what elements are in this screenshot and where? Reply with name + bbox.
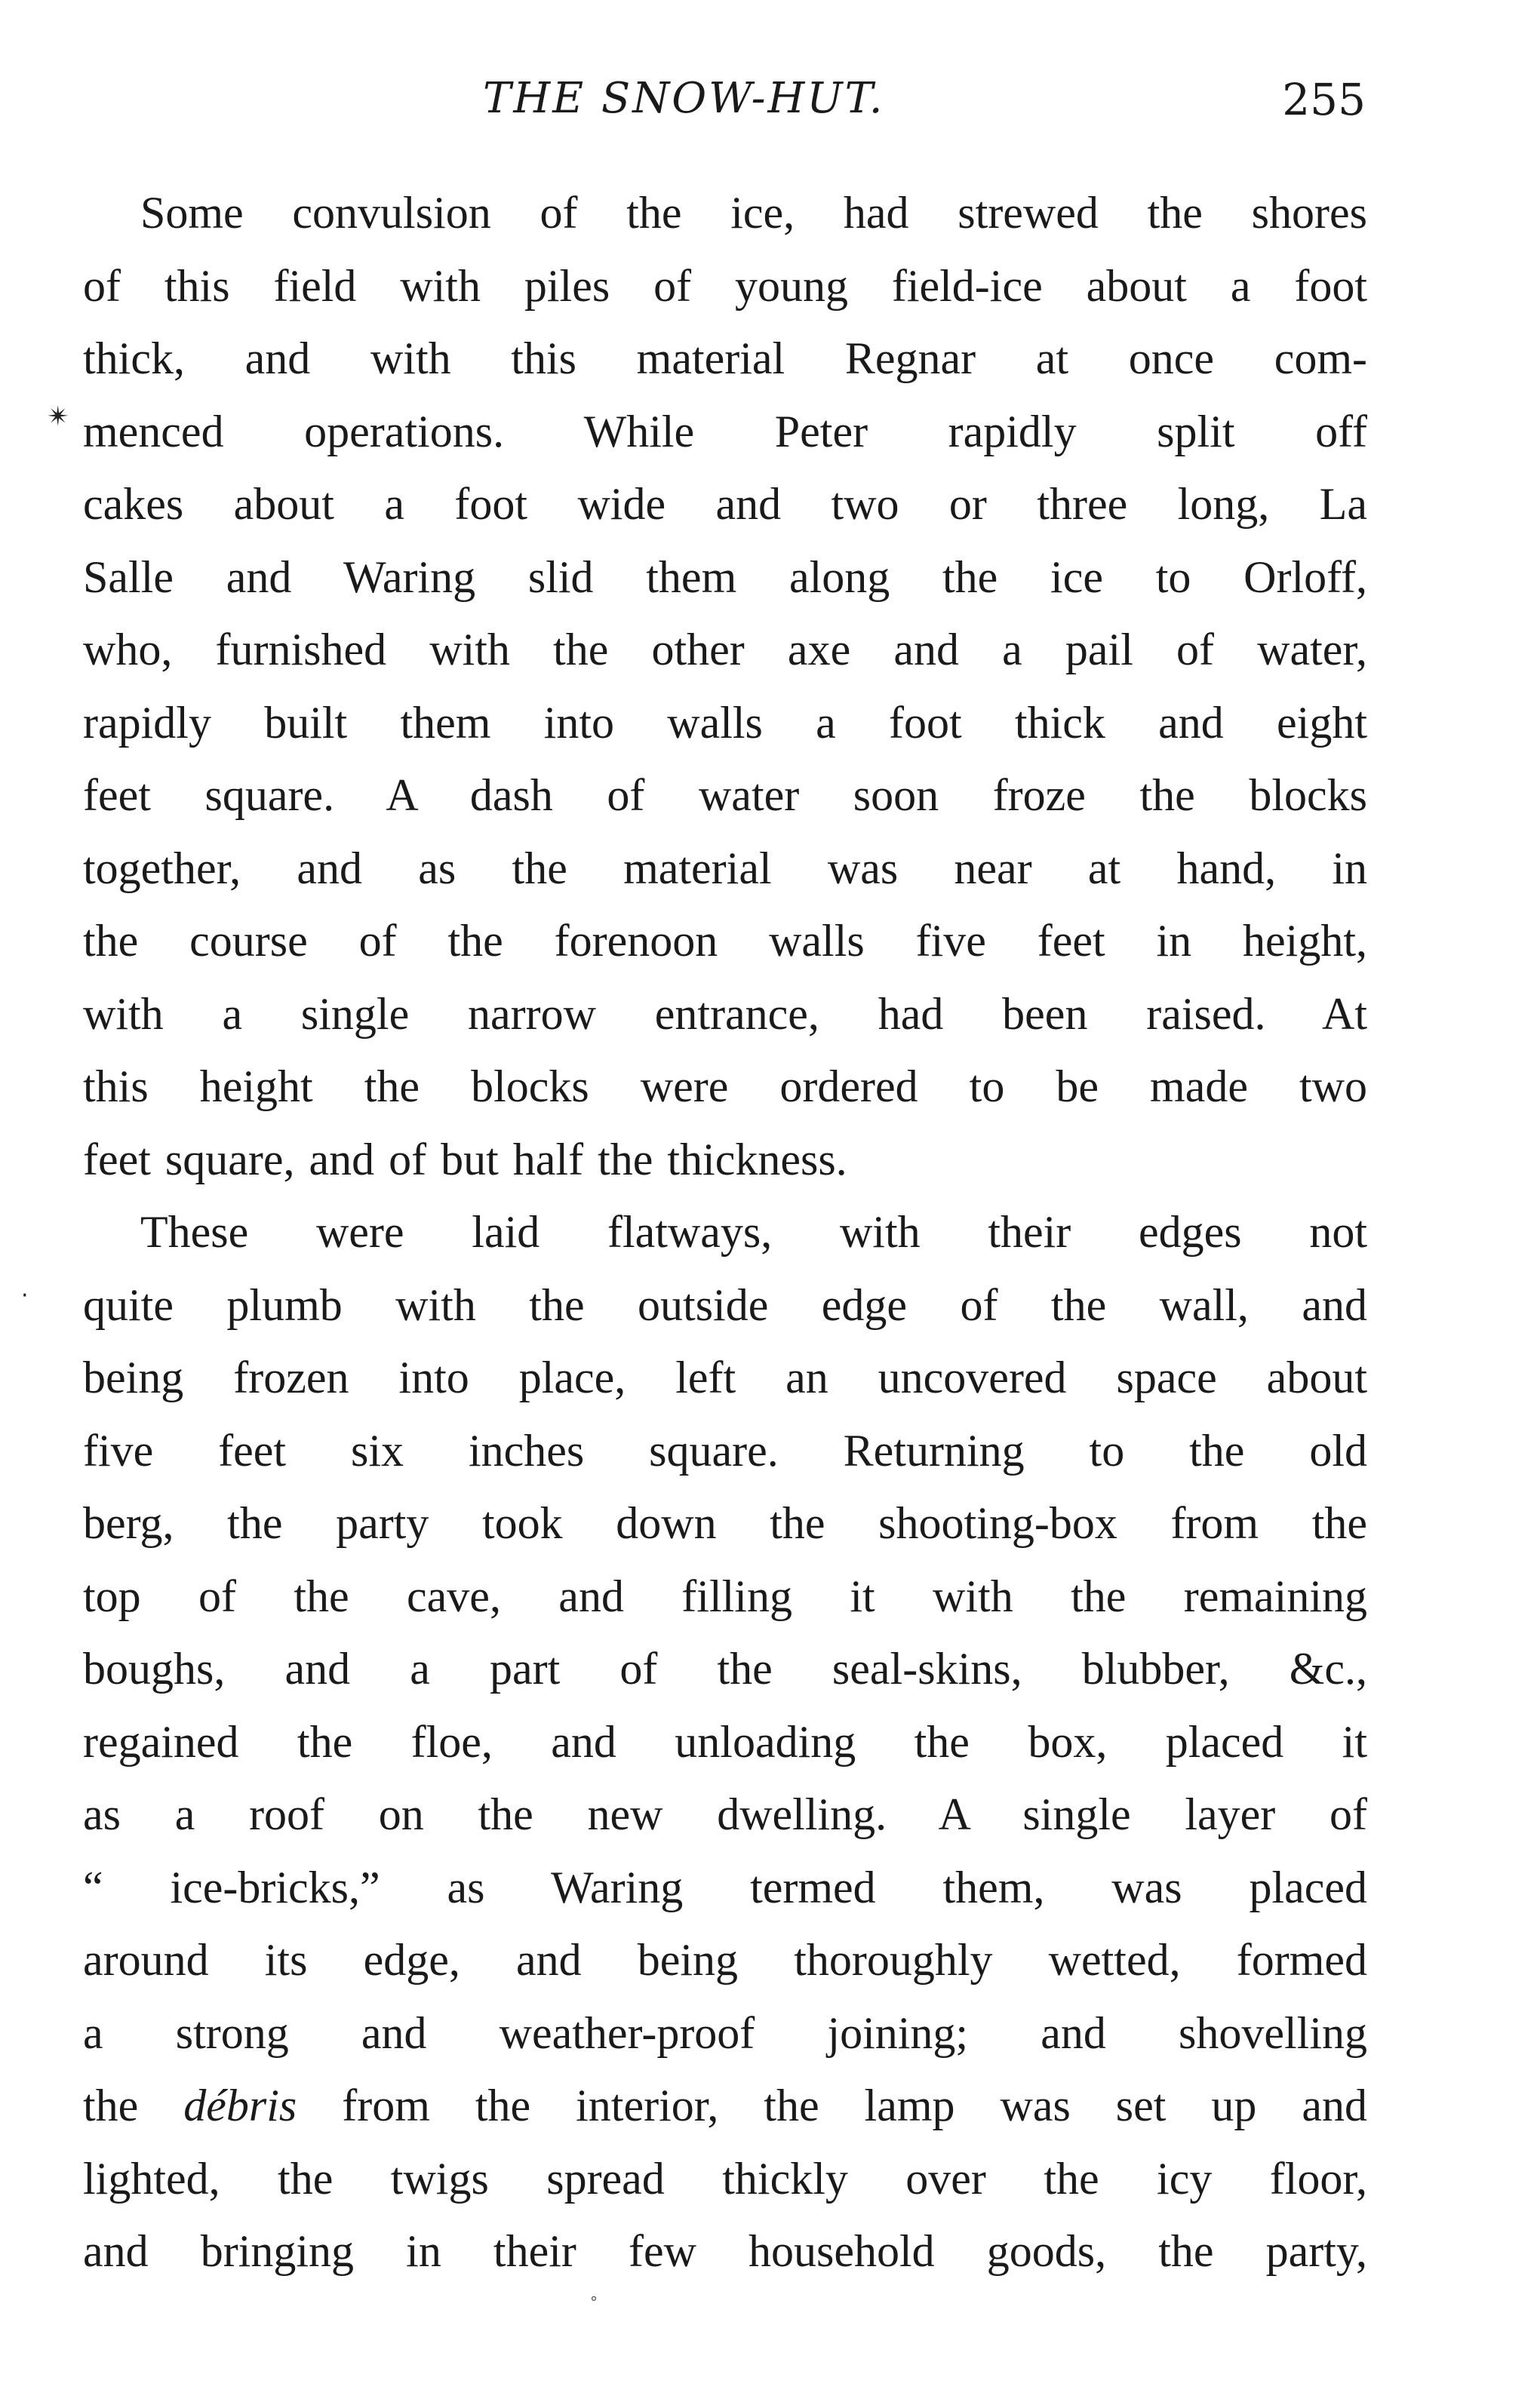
text-line: feet square. A dash of water soon froze the blocks xyxy=(83,770,1367,820)
text-line: menced operations. While Peter rapidly split off xyxy=(83,406,1367,456)
text-line: feet square, and of but half the thickness. xyxy=(83,1134,847,1184)
text-line: regained the floe, and unloading the box, placed it xyxy=(83,1716,1367,1767)
text-line: top of the cave, and filling it with the remaining xyxy=(83,1571,1367,1621)
text-line: Some convulsion of the ice, had strewed the shores xyxy=(140,188,1367,238)
running-head xyxy=(83,74,1366,134)
page-number: 255 xyxy=(1282,74,1366,125)
text-line: cakes about a foot wide and two or three long, La xyxy=(83,479,1367,529)
text-line: who, furnished with the other axe and a pail of water, xyxy=(83,625,1367,674)
margin-dot-icon: · xyxy=(21,1282,29,1309)
text-line: lighted, the twigs spread thickly over the icy floor, xyxy=(83,2153,1367,2204)
text-line: five feet six inches square. Returning to the old xyxy=(83,1425,1367,1476)
text-line: quite plumb with the outside edge of the wall, and xyxy=(83,1279,1367,1330)
text-line: berg, the party took down the shooting-box from the xyxy=(83,1498,1367,1548)
text-line: a strong and weather-proof joining; and shovelling xyxy=(83,2007,1367,2058)
text-line: and bringing in their few household goods, the party, xyxy=(83,2226,1367,2276)
text-line: with a single narrow entrance, had been raised. At xyxy=(83,988,1367,1039)
bottom-mark-icon: ° xyxy=(590,2293,598,2311)
text-line: Salle and Waring slid them along the ice to Orloff, xyxy=(83,551,1367,602)
text-line: boughs, and a part of the seal-skins, blubber, &c., xyxy=(83,1644,1367,1694)
text-line-debris xyxy=(83,2069,1367,2142)
text-line: “ ice-bricks,” as Waring termed them, was placed xyxy=(83,1862,1367,1912)
body-text xyxy=(83,177,1367,2288)
running-title: THE SNOW-HUT. xyxy=(483,74,885,123)
text-line: rapidly built them into walls a foot thick and eight xyxy=(83,697,1367,748)
text-line: of this field with piles of young field-ice about a foot xyxy=(83,260,1367,311)
text-fragment: from the interior, the lamp was set up and xyxy=(297,2081,1367,2130)
text-fragment: the xyxy=(83,2081,184,2130)
italic-word-debris: débris xyxy=(183,2081,297,2130)
text-line: as a roof on the new dwelling. A single layer of xyxy=(83,1789,1367,1839)
text-line: thick, and with this material Regnar at once com- xyxy=(83,333,1367,383)
text-line: together, and as the material was near at hand, in xyxy=(83,843,1367,893)
text-line: being frozen into place, left an uncovered space about xyxy=(83,1353,1367,1402)
text-line: the course of the forenoon walls five feet in height, xyxy=(83,916,1367,966)
text-line: These were laid flatways, with their edges not xyxy=(140,1207,1367,1257)
margin-mark-icon: ✴ xyxy=(47,401,70,432)
text-line: this height the blocks were ordered to be made two xyxy=(83,1061,1367,1111)
text-line: around its edge, and being thoroughly wetted, formed xyxy=(83,1935,1367,1985)
